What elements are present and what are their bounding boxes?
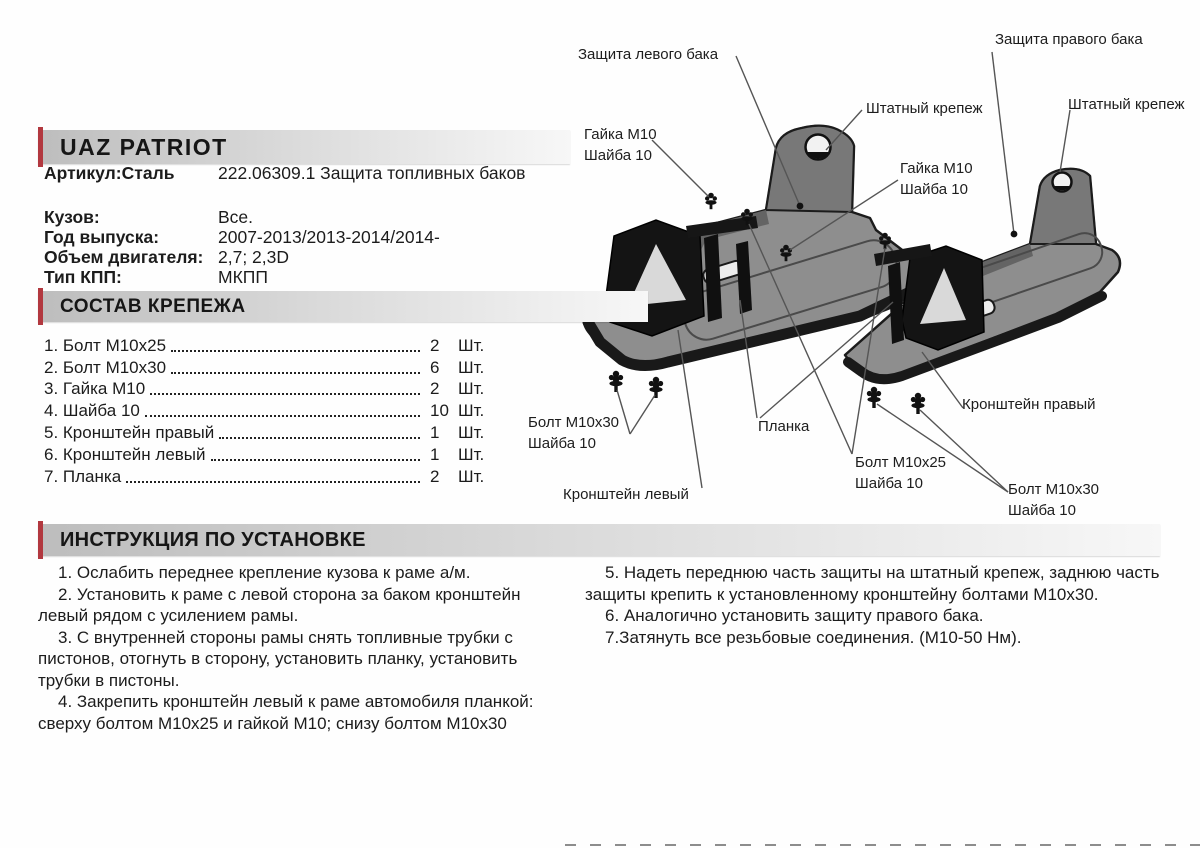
label-stock-mount-right: Штатный крепеж	[1068, 96, 1185, 113]
hardware-item: 6. Кронштейн левый 1 Шт.	[44, 444, 485, 464]
hardware-list	[44, 334, 496, 487]
hardware-item: 5. Кронштейн правый 1 Шт.	[44, 422, 485, 442]
hardware-item: 3. Гайка М10 2 Шт.	[44, 379, 485, 399]
label-bracket-left: Кронштейн левый	[563, 486, 689, 503]
hardware-accent-stripe	[38, 288, 43, 325]
label-bolt-m10x30-left: Болт М10х30 Шайба 10	[528, 414, 620, 452]
title-accent-stripe	[38, 127, 43, 167]
instructions-section-title: ИНСТРУКЦИЯ ПО УСТАНОВКЕ	[60, 528, 366, 551]
instructions-right-column	[585, 562, 1197, 648]
instruction-step: 4. Закрепить кронштейн левый к раме автомобиля планкой: сверху болтом М10х25 и гайкой М10; снизу болтом М10х30	[38, 692, 534, 733]
instruction-step: 2. Установить к раме с левой сторона за баком кронштейн левый рядом с усилением рамы.	[38, 584, 521, 625]
label-bolt-m10x30-right: Болт М10х30 Шайба 10	[1008, 481, 1100, 519]
page-title: UAZ PATRIOT	[60, 133, 228, 160]
instruction-step: 5. Надеть переднюю часть защиты на штатный крепеж, заднюю часть защиты крепить к установленному кронштейну болтами М10х30.	[585, 563, 1160, 604]
label-bolt-m10x25: Болт М10х25 Шайба 10	[855, 454, 947, 492]
article-row	[44, 163, 526, 184]
title-bar	[38, 130, 570, 164]
label-left-guard: Защита левого бака	[578, 46, 719, 63]
spec-engine: Объем двигателя: 2,7; 2,3D	[44, 247, 290, 267]
hardware-item: 7. Планка 2 Шт.	[44, 466, 485, 486]
label-planka: Планка	[758, 418, 810, 435]
spec-body: Кузов: Все.	[44, 207, 254, 227]
article-label: Артикул:Сталь	[44, 163, 175, 183]
hardware-section-title: СОСТАВ КРЕПЕЖА	[60, 295, 246, 317]
instruction-step: 6. Аналогично установить защиту правого бака.	[605, 606, 984, 625]
hardware-item: 1. Болт М10х25 2 Шт.	[44, 335, 485, 355]
hardware-section-bar	[38, 291, 648, 322]
instructions-left-column	[38, 562, 560, 734]
spec-gearbox: Тип КПП: МКПП	[44, 267, 268, 287]
label-nut-m10-left: Гайка М10 Шайба 10	[584, 126, 657, 164]
instructions-section-bar	[38, 524, 1160, 556]
instructions-accent-stripe	[38, 521, 43, 559]
label-right-guard: Защита правого бака	[995, 31, 1143, 48]
hardware-item: 2. Болт М10х30 6 Шт.	[44, 357, 485, 377]
instruction-step: 1. Ослабить переднее крепление кузова к раме а/м.	[58, 563, 471, 582]
label-bracket-right: Кронштейн правый	[962, 396, 1096, 413]
instruction-step: 7.Затянуть все резьбовые соединения. (М10-50 Нм).	[605, 627, 1022, 647]
article-value: 222.06309.1 Защита топливных баков	[218, 163, 526, 183]
instruction-step: 3. С внутренней стороны рамы снять топливные трубки с пистонов, отогнуть в сторону, установить планку, установить трубки в пистоны.	[38, 627, 518, 690]
label-stock-mount-left: Штатный крепеж	[866, 100, 983, 117]
hardware-item: 4. Шайба 10 10 Шт.	[44, 401, 485, 421]
spec-year: Год выпуска: 2007-2013/2013-2014/2014-	[44, 227, 440, 247]
label-nut-m10-mid: Гайка М10 Шайба 10	[900, 160, 973, 198]
